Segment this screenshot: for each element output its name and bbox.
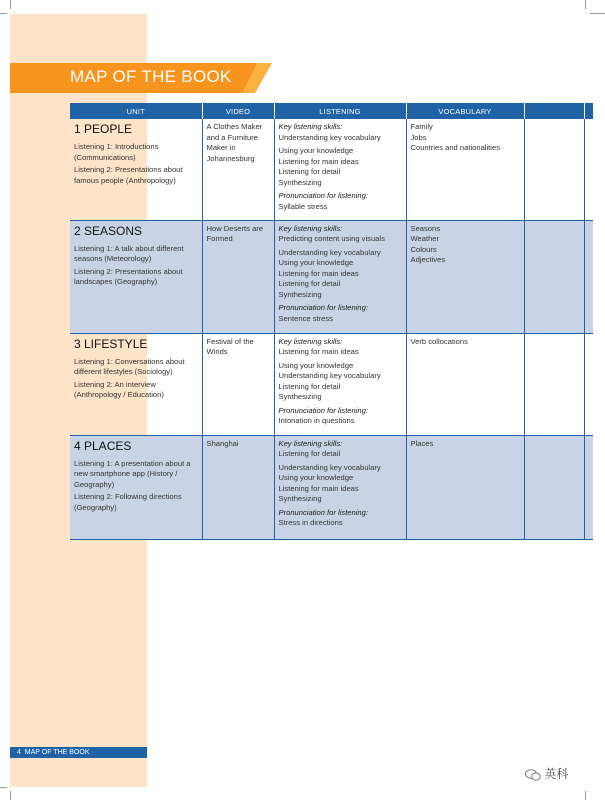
header-unit: UNIT [70,103,202,119]
unit-title: 3 LIFESTYLE [74,336,148,351]
skill-item: Listening for main ideas [278,156,359,166]
unit-title: 4 PLACES [74,438,132,453]
pronunciation-label: Pronunciation for listening: [278,405,368,415]
skill-item: Listening for detail [278,381,341,391]
unit-row [70,333,593,435]
skill-item: Synthesizing [278,177,322,187]
skills-label: Key listening skills: [278,336,343,346]
skill-item: Using your knowledge [278,146,354,155]
listening-cell [274,333,406,435]
skill-item: Listening for detail [278,449,341,458]
empty-cell [584,220,593,333]
empty-cell [584,119,593,220]
crop-mark [10,0,11,9]
pronunciation-item: Intonation in questions [278,416,355,425]
vocab-item: Seasons [410,223,441,233]
unit-title: 2 SEASONS [74,223,143,238]
pronunciation-item: Stress in directions [278,518,343,527]
vocab-item: Family [410,122,433,131]
skill-item: Predicting content using visuals [278,234,385,243]
vocab-item: Adjectives [410,255,446,264]
skill-item: Understanding key vocabulary [278,132,381,142]
crop-mark [585,791,586,800]
empty-cell [524,220,584,333]
listening-topic: Listening 1: Conversations about different lifestyles (Sociology) [74,356,185,376]
pronunciation-label: Pronunciation for listening: [278,303,368,312]
listening-topic: Listening 2: Following directions (Geography) [74,492,182,512]
video-cell: How Deserts are Formed [202,220,274,333]
skill-item: Using your knowledge [278,360,354,370]
header-video: VIDEO [202,103,274,119]
crop-mark [590,13,605,14]
unit-row [70,220,593,333]
pronunciation-item: Syllable stress [278,201,328,211]
empty-cell [524,435,584,539]
empty-cell [524,119,584,220]
skill-item: Listening for detail [278,279,341,288]
listening-topic: Listening 2: Presentations about famous people (Anthropology) [74,165,183,185]
unit-cell [70,435,202,539]
watermark-text: 英科 [544,767,569,781]
skills-label: Key listening skills: [278,223,343,233]
pronunciation-item: Sentence stress [278,313,333,323]
listening-topic: Listening 2: Presentations about landscapes (Geography) [74,266,183,286]
header-cut-off [524,103,584,119]
listening-cell [274,119,406,220]
unit-row [70,435,593,539]
skill-item: Understanding key vocabulary [278,247,381,257]
crop-mark [10,791,11,800]
video-cell: Festival of the Winds [202,333,274,435]
listening-cell [274,435,406,539]
listening-topic: Listening 2: An interview (Anthropology / Education) [74,379,164,399]
listening-topic: Listening 1: A presentation about a new smartphone app (History / Geography) [74,458,191,489]
footer-label: MAP OF THE BOOK [24,749,90,756]
crop-mark [0,787,7,788]
header-vocabulary: VOCABULARY [406,103,524,119]
skill-item: Understanding key vocabulary [278,371,381,380]
skill-item: Synthesizing [278,289,322,299]
vocabulary-cell [406,119,524,220]
skills-label: Key listening skills: [278,122,343,131]
vocabulary-cell [406,220,524,333]
header-row [70,103,593,119]
listening-topic: Listening 1: Introductions (Communications) [74,142,159,162]
crop-mark [0,13,7,14]
page-title: MAP OF THE BOOK [70,67,232,86]
empty-cell [584,333,593,435]
vocab-item: Places [410,438,434,448]
watermark [525,765,568,782]
crop-mark [585,0,586,9]
pronunciation-label: Pronunciation for listening: [278,507,368,517]
skill-item: Understanding key vocabulary [278,462,381,472]
skills-label: Key listening skills: [278,438,343,448]
listening-cell [274,220,406,333]
empty-cell [584,435,593,539]
skill-item: Listening for main ideas [278,483,359,493]
skill-item: Listening for detail [278,167,341,176]
page-number: 4 [17,749,21,756]
header-listening: LISTENING [274,103,406,119]
skill-item: Using your knowledge [278,473,354,482]
vocab-item: Colours [410,244,437,254]
unit-cell [70,220,202,333]
vocab-item: Weather [410,234,440,243]
unit-cell [70,333,202,435]
unit-title: 1 PEOPLE [74,122,133,136]
chat-bubble-icon [525,769,541,781]
header-cut-off [584,103,593,119]
skill-item: Synthesizing [278,494,322,503]
video-cell: A Clothes Maker and a Furniture Maker in Johannesburg [202,119,274,220]
title-banner [10,63,272,93]
video-cell: Shanghai [202,435,274,539]
empty-cell [524,333,584,435]
skill-item: Listening for main ideas [278,268,359,278]
listening-topic: Listening 1: A talk about different seasons (Meteorology) [74,243,184,263]
vocabulary-cell [406,333,524,435]
page-footer [17,747,90,758]
map-table [70,103,593,540]
vocabulary-cell [406,435,524,539]
skill-item: Using your knowledge [278,258,354,267]
skill-item: Synthesizing [278,392,322,401]
unit-row [70,119,593,220]
vocab-item: Countries and nationalities [410,143,500,152]
unit-cell [70,119,202,220]
vocab-item: Verb collocations [410,336,468,346]
vocab-item: Jobs [410,132,427,142]
skill-item: Listening for main ideas [278,347,359,356]
pronunciation-label: Pronunciation for listening: [278,191,368,200]
